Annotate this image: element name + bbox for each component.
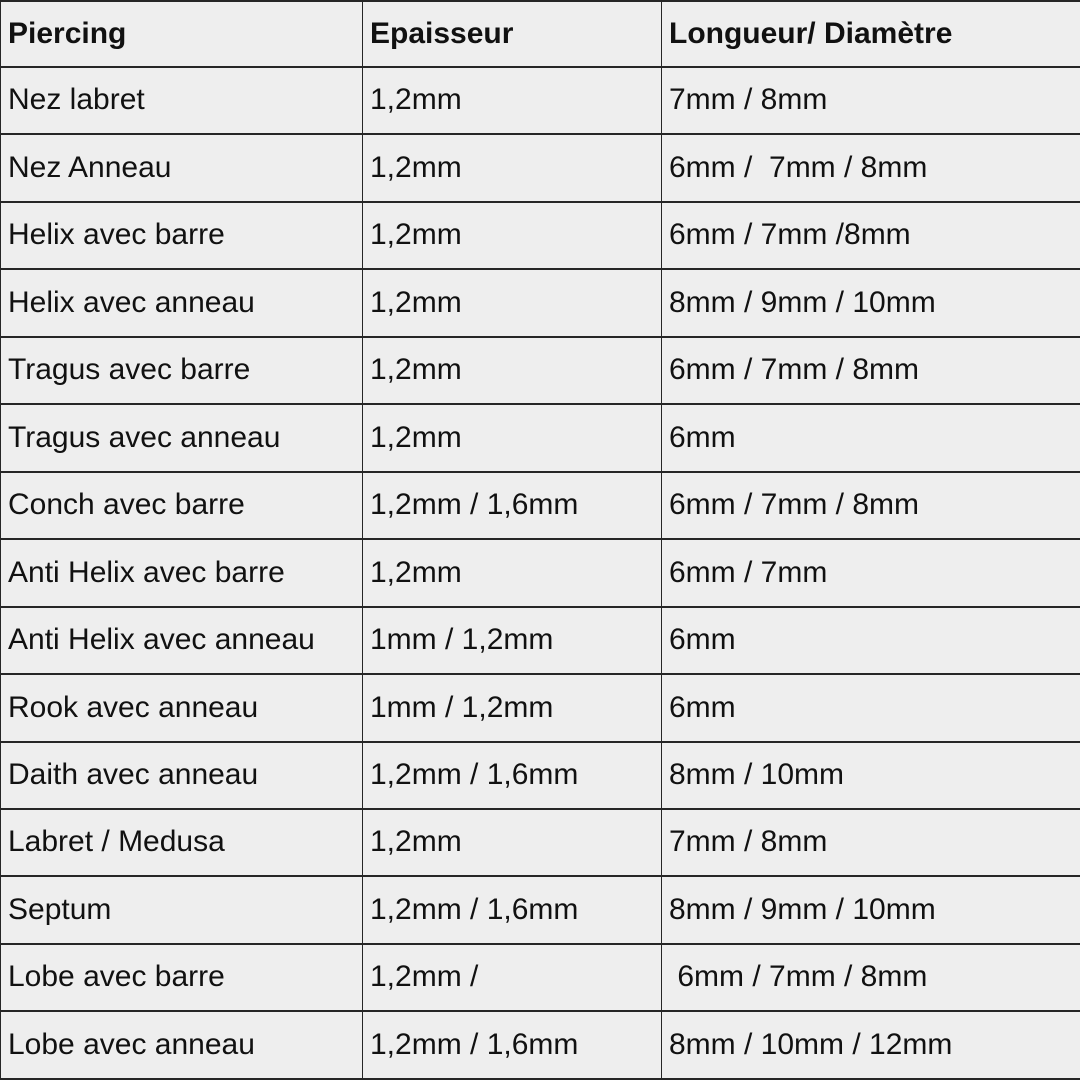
cell-longueur-diametre: 6mm / 7mm / 8mm (662, 337, 1080, 404)
cell-longueur-diametre: 6mm / 7mm / 8mm (662, 134, 1080, 201)
table-row (1, 404, 1080, 471)
table-row (1, 876, 1080, 943)
cell-piercing: Septum (1, 876, 363, 943)
table-row (1, 134, 1080, 201)
cell-longueur-diametre: 6mm (662, 607, 1080, 674)
cell-epaisseur: 1,2mm (363, 539, 662, 606)
cell-piercing: Nez Anneau (1, 134, 363, 201)
cell-longueur-diametre: 8mm / 10mm / 12mm (662, 1011, 1080, 1079)
table-row (1, 67, 1080, 134)
cell-epaisseur: 1,2mm / 1,6mm (363, 1011, 662, 1079)
cell-piercing: Anti Helix avec anneau (1, 607, 363, 674)
table-row (1, 674, 1080, 741)
table-row (1, 337, 1080, 404)
table-body (1, 67, 1080, 1079)
table-row (1, 944, 1080, 1011)
cell-epaisseur: 1,2mm (363, 337, 662, 404)
cell-piercing: Tragus avec barre (1, 337, 363, 404)
cell-piercing: Lobe avec barre (1, 944, 363, 1011)
cell-longueur-diametre: 8mm / 9mm / 10mm (662, 876, 1080, 943)
cell-piercing: Tragus avec anneau (1, 404, 363, 471)
cell-epaisseur: 1,2mm (363, 269, 662, 336)
cell-piercing: Rook avec anneau (1, 674, 363, 741)
cell-epaisseur: 1,2mm (363, 202, 662, 269)
cell-epaisseur: 1,2mm (363, 134, 662, 201)
cell-epaisseur: 1mm / 1,2mm (363, 607, 662, 674)
table-row (1, 269, 1080, 336)
cell-longueur-diametre: 6mm / 7mm / 8mm (662, 472, 1080, 539)
cell-piercing: Helix avec anneau (1, 269, 363, 336)
header-row (1, 1, 1080, 67)
cell-epaisseur: 1,2mm / 1,6mm (363, 742, 662, 809)
table-row (1, 809, 1080, 876)
cell-piercing: Daith avec anneau (1, 742, 363, 809)
cell-piercing: Conch avec barre (1, 472, 363, 539)
cell-longueur-diametre: 6mm / 7mm (662, 539, 1080, 606)
cell-piercing: Helix avec barre (1, 202, 363, 269)
cell-longueur-diametre: 8mm / 10mm (662, 742, 1080, 809)
cell-piercing: Nez labret (1, 67, 363, 134)
cell-longueur-diametre: 8mm / 9mm / 10mm (662, 269, 1080, 336)
cell-longueur-diametre: 6mm (662, 674, 1080, 741)
cell-epaisseur: 1,2mm (363, 67, 662, 134)
cell-piercing: Anti Helix avec barre (1, 539, 363, 606)
cell-epaisseur: 1,2mm / (363, 944, 662, 1011)
cell-epaisseur: 1,2mm / 1,6mm (363, 876, 662, 943)
cell-longueur-diametre: 6mm (662, 404, 1080, 471)
cell-longueur-diametre: 7mm / 8mm (662, 809, 1080, 876)
column-header-longueur-diametre: Longueur/ Diamètre (662, 1, 1080, 67)
column-header-epaisseur: Epaisseur (363, 1, 662, 67)
cell-epaisseur: 1,2mm (363, 809, 662, 876)
table-row (1, 607, 1080, 674)
cell-epaisseur: 1mm / 1,2mm (363, 674, 662, 741)
cell-piercing: Lobe avec anneau (1, 1011, 363, 1079)
table-row (1, 742, 1080, 809)
cell-longueur-diametre: 6mm / 7mm / 8mm (662, 944, 1080, 1011)
table-row (1, 539, 1080, 606)
cell-longueur-diametre: 7mm / 8mm (662, 67, 1080, 134)
table-row (1, 472, 1080, 539)
cell-longueur-diametre: 6mm / 7mm /8mm (662, 202, 1080, 269)
cell-epaisseur: 1,2mm (363, 404, 662, 471)
cell-piercing: Labret / Medusa (1, 809, 363, 876)
cell-epaisseur: 1,2mm / 1,6mm (363, 472, 662, 539)
table-row (1, 1011, 1080, 1079)
table-row (1, 202, 1080, 269)
column-header-piercing: Piercing (1, 1, 363, 67)
